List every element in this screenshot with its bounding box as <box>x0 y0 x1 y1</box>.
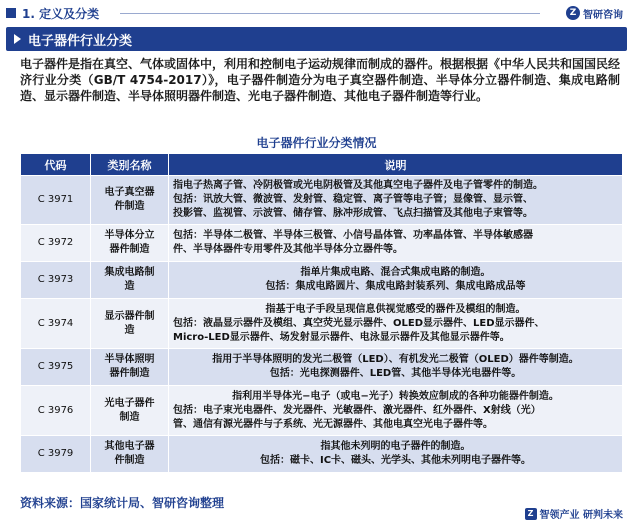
row-description: 指用于半导体照明的发光二极管（LED）、有机发光二极管（OLED）器件等制造。 包括：光电探测器件、LED管、其他半导体光电器件等。 <box>169 349 623 386</box>
row-description: 指单片集成电路、混合式集成电路的制造。 包括：集成电路圆片、集成电路封装系列、集成电路成品等 <box>169 262 623 299</box>
row-description: 指利用半导体光−电子（或电−光子）转换效应制成的各种功能器件制造。 包括：电子束光电器件、发光器件、光敏器件、激光器件、红外器件、X射线（光） 管、通信有源光器件与子系统、光无源器件、其他电真空光电子器件等。 <box>169 386 623 436</box>
header-code: 代码 <box>21 154 91 176</box>
table-row <box>21 262 623 299</box>
row-code: C 3979 <box>21 436 91 473</box>
row-name: 其他电子器 件制造 <box>91 436 169 473</box>
top-bar <box>0 0 633 26</box>
brand <box>566 5 623 21</box>
footer-slogan: 智领产业 研判未来 <box>539 510 623 521</box>
table-row <box>21 225 623 262</box>
brand-logo-icon: Z <box>566 6 580 20</box>
source-note: 资料来源：国家统计局、智研咨询整理 <box>20 496 225 510</box>
table-row <box>21 176 623 225</box>
footer-logo-icon: Z <box>525 508 537 520</box>
intro-paragraph: 电子器件是指在真空、气体或固体中，利用和控制电子运动规律而制成的器件。根据根据《中华人民共和国国民经济行业分类（GB/T 4754-2017）》，电子器件制造分为电子真空器件制造、半导体分立器件制造、集成电路制造、显示器件制造、半导体照明器件制造、光电子器件制造、其他电子器件制造等行业。 <box>20 57 621 103</box>
header-description: 说明 <box>169 154 623 176</box>
row-name: 光电子器件 制造 <box>91 386 169 436</box>
table-header-row <box>21 154 623 176</box>
row-description: 指其他未列明的电子器件的制造。 包括：磁卡、IC卡、磁头、光学头、其他未列明电子器件等。 <box>169 436 623 473</box>
footer-brand <box>525 506 623 521</box>
row-name: 半导体照明 器件制造 <box>91 349 169 386</box>
row-name: 半导体分立 器件制造 <box>91 225 169 262</box>
table-title: 电子器件行业分类情况 <box>256 136 377 150</box>
row-code: C 3976 <box>21 386 91 436</box>
row-name: 显示器件制 造 <box>91 299 169 349</box>
divider <box>120 13 540 14</box>
row-description: 包括：半导体二极管、半导体三极管、小信号晶体管、功率晶体管、半导体敏感器 件、半导体器件专用零件及其他半导体分立器件等。 <box>169 225 623 262</box>
header-name: 类别名称 <box>91 154 169 176</box>
section-marker-icon <box>6 8 16 18</box>
page-banner <box>6 27 627 51</box>
row-name: 电子真空器 件制造 <box>91 176 169 225</box>
row-description: 指基于电子手段呈现信息供视觉感受的器件及模组的制造。 包括：液晶显示器件及模组、真空荧光显示器件、OLED显示器件、LED显示器件、 Micro-LED显示器件、场发射显示器件、电泳显示器件及其他显示器件等。 <box>169 299 623 349</box>
section-title: 1. 定义及分类 <box>22 7 100 21</box>
page-title: 电子器件行业分类 <box>28 34 133 49</box>
row-code: C 3975 <box>21 349 91 386</box>
row-code: C 3974 <box>21 299 91 349</box>
arrow-right-icon <box>14 34 21 44</box>
row-code: C 3971 <box>21 176 91 225</box>
table-row <box>21 436 623 473</box>
classification-table <box>20 153 623 473</box>
row-name: 集成电路制 造 <box>91 262 169 299</box>
brand-name: 智研咨询 <box>583 9 623 21</box>
row-code: C 3973 <box>21 262 91 299</box>
table-row <box>21 386 623 436</box>
table-row <box>21 299 623 349</box>
row-description: 指电子热离子管、冷阴极管或光电阴极管及其他真空电子器件及电子管零件的制造。 包括：讯放大管、微波管、发射管、稳定管、离子管等电子管；显像管、显示管、 投影管、监视管、示波管、储存管、脉冲形成管、飞点扫描管及其他电子束管等。 <box>169 176 623 225</box>
table-row <box>21 349 623 386</box>
row-code: C 3972 <box>21 225 91 262</box>
